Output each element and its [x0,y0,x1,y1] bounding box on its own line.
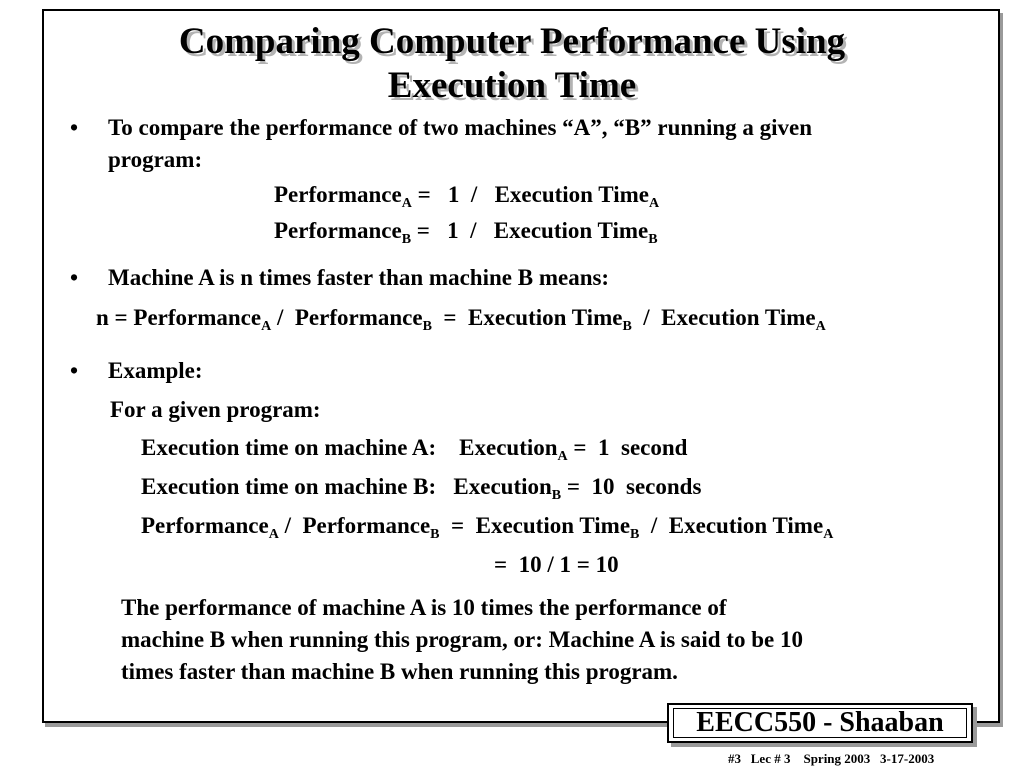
example-result: = 10 / 1 = 10 [494,552,619,577]
example-given: For a given program: [110,397,321,422]
equation-performance-b: Performance$_B$ = 1 / Execution Time$_B$ [274,218,658,247]
example-performance-ratio: Performance$_A$ / Performance$_B$ = Execution Time$_B$ / Execution Time$_A$ [141,513,834,542]
slide-footer: #3 Lec # 3 Spring 2003 3-17-2003 [728,751,935,766]
bullet-1-text-line-1: To compare the performance of two machines “A”, “B” running a given [108,115,813,140]
conclusion-line-1: The performance of machine A is 10 times the performance of [121,595,727,620]
course-signature: EECC550 - Shaaban [696,707,944,738]
bullet-1-text-line-2: program: [108,147,203,172]
example-machine-a-time: Execution time on machine A: Execution$_A$ = 1 second [141,435,688,464]
conclusion-line-2: machine B when running this program, or: Machine A is said to be 10 [121,627,803,652]
bullet-3-glyph: • [70,358,79,383]
equation-performance-a: Performance$_A$ = 1 / Execution Time$_A$ [274,182,660,211]
bullet-2-glyph: • [70,265,79,290]
course-signature-box [667,703,973,743]
slide-title-line-2: Execution Time [387,65,637,106]
speedup-formula: n = Performance$_A$ / Performance$_B$ = Execution Time$_B$ / Execution Time$_A$ [96,305,826,334]
bullet-2-text: Machine A is n times faster than machine B means: [108,265,610,290]
bullet-1-glyph: • [70,115,79,140]
conclusion-line-3: times faster than machine B when running this program. [121,659,678,684]
slide-title-line-1: Comparing Computer Performance Using [178,21,846,62]
bullet-3-text: Example: [108,358,203,383]
example-machine-b-time: Execution time on machine B: Execution$_B$ = 10 seconds [141,474,702,503]
